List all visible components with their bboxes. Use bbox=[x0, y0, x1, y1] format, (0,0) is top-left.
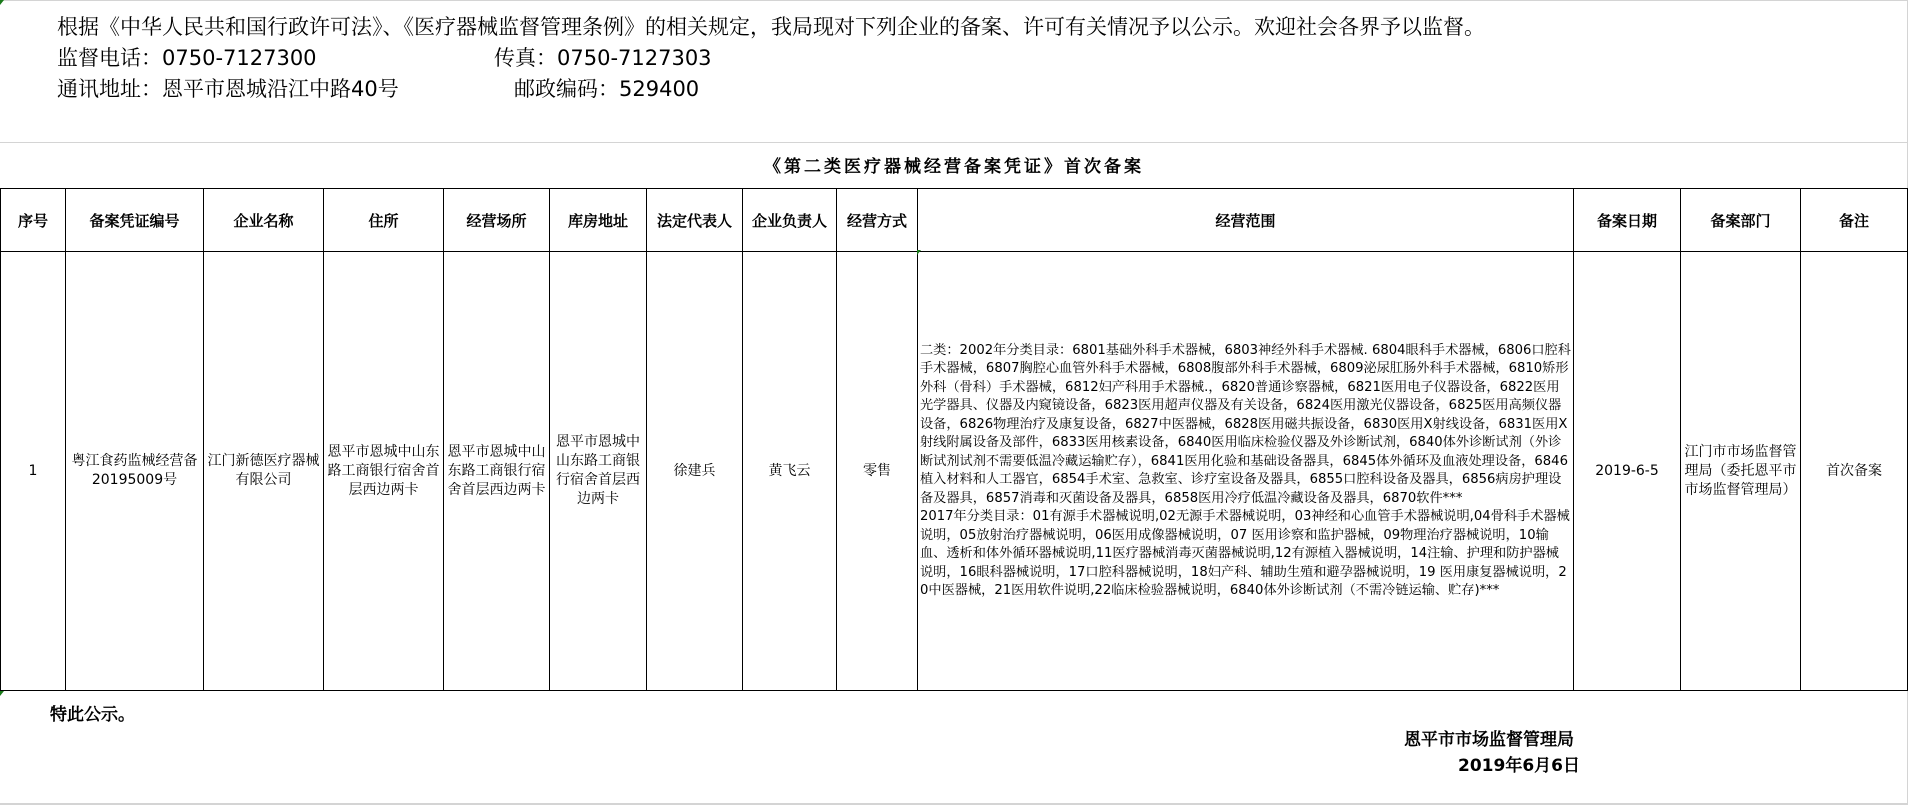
cell-remark: 首次备案 bbox=[1801, 252, 1908, 691]
cell-company: 江门新德医疗器械有限公司 bbox=[204, 252, 324, 691]
mailing-address: 通讯地址：恩平市恩城沿江中路40号 bbox=[57, 77, 399, 101]
header-residence: 住所 bbox=[324, 189, 444, 252]
cell-scope bbox=[918, 252, 1574, 691]
header-company: 企业名称 bbox=[204, 189, 324, 252]
notice-statement: 根据《中华人民共和国行政许可法》、《医疗器械监督管理条例》的相关规定，我局现对下列企业的备案、许可有关情况予以公示。欢迎社会各界予以监督。 bbox=[57, 15, 1485, 39]
header-scope: 经营范围 bbox=[918, 189, 1574, 252]
header-legal-rep: 法定代表人 bbox=[647, 189, 743, 252]
scope-2017-catalog: 2017年分类目录：01有源手术器械说明,02无源手术器械说明，03神经和心血管手术器械说明,04骨科手术器械说明，05放射治疗器械说明，06医用成像器械说明，07 医用诊察和监护器械，09物理治疗器械说明，10输血、透析和体外循环器械说明,11医疗器械消毒灭菌器械说明,12有源植入器械说明，14注输、护理和防护器械说明，16眼科器械说明，17口腔科器械说明，18妇产科、辅助生殖和避孕器械说明，19 医用康复器械说明，20中医器械，21医用软件说明,22临床检验器械说明，6840体外诊断试剂（不需冷链运输、贮存)*** bbox=[920, 509, 1570, 598]
cell-department: 江门市市场监督管理局（委托恩平市市场监督管理局） bbox=[1681, 252, 1801, 691]
cell-comment-marker bbox=[0, 0, 4, 5]
cell-manager: 黄飞云 bbox=[743, 252, 837, 691]
cell-mode: 零售 bbox=[837, 252, 918, 691]
cell-warehouse: 恩平市恩城中山东路工商银行宿舍首层西边两卡 bbox=[550, 252, 647, 691]
notice-header bbox=[57, 12, 1485, 105]
frame-top-border bbox=[0, 0, 1908, 1]
cell-comment-marker bbox=[917, 250, 921, 255]
header-remark: 备注 bbox=[1801, 189, 1908, 252]
cell-business-site: 恩平市恩城中山东路工商银行宿舍首层西边两卡 bbox=[444, 252, 550, 691]
section-divider bbox=[0, 142, 1908, 143]
contact-line bbox=[57, 43, 1485, 74]
header-warehouse: 库房地址 bbox=[550, 189, 647, 252]
header-mode: 经营方式 bbox=[837, 189, 918, 252]
issue-date: 2019年6月6日 bbox=[1458, 756, 1580, 776]
fax-number: 传真：0750-7127303 bbox=[494, 46, 712, 70]
issuing-authority: 恩平市市场监督管理局 bbox=[1404, 730, 1574, 750]
address-line bbox=[57, 74, 1485, 105]
header-date: 备案日期 bbox=[1574, 189, 1681, 252]
table-header-row bbox=[1, 189, 1908, 252]
cell-cert-no: 粤江食药监械经营备20195009号 bbox=[66, 252, 204, 691]
header-seq: 序号 bbox=[1, 189, 66, 252]
cell-date: 2019-6-5 bbox=[1574, 252, 1681, 691]
cell-legal-rep: 徐建兵 bbox=[647, 252, 743, 691]
registration-table bbox=[0, 188, 1908, 691]
scope-2002-catalog: 二类：2002年分类目录：6801基础外科手术器械，6803神经外科手术器械. 6804眼科手术器械，6806口腔科手术器械，6807胸腔心血管外科手术器械，6808腹部外科手术器械，6809泌尿肛肠外科手术器械，6810矫形外科（骨科）手术器械，6812妇产科用手术器械.，6820普通诊察器械，6821医用电子仪器设备，6822医用光学器具、仪器及内窥镜设备，6823医用超声仪器及有关设备，6824医用激光仪器设备，6825医用高频仪器设备，6826物理治疗及康复设备，6827中医器械，6828医用磁共振设备，6830医用X射线设备，6831医用X射线附属设备及部件，6833医用核素设备，6840医用临床检验仪器及外诊断试剂，6840体外诊断试剂（外诊断试剂试剂不需要低温冷藏运输贮存），6841医用化验和基础设备器具，6845体外循环及血液处理设备，6846 植入材料和人工器官，6854手术室、急救室、诊疗室设备及器具，6855口腔科设备及器具，6856病房护理设备及器具，6857消毒和灭菌设备及器具，6858医用冷疗低温冷藏设备及器具，6870软件*** bbox=[920, 342, 1571, 506]
announcement-closing: 特此公示。 bbox=[50, 705, 135, 725]
table-title: 《第二类医疗器械经营备案凭证》首次备案 bbox=[764, 157, 1144, 177]
header-department: 备案部门 bbox=[1681, 189, 1801, 252]
supervision-phone: 监督电话：0750-7127300 bbox=[57, 46, 317, 70]
cell-comment-marker bbox=[0, 691, 4, 696]
cell-seq: 1 bbox=[1, 252, 66, 691]
header-manager: 企业负责人 bbox=[743, 189, 837, 252]
cell-residence: 恩平市恩城中山东路工商银行宿舍首层西边两卡 bbox=[324, 252, 444, 691]
header-business-site: 经营场所 bbox=[444, 189, 550, 252]
header-cert-no: 备案凭证编号 bbox=[66, 189, 204, 252]
table-row bbox=[1, 252, 1908, 691]
postal-code: 邮政编码：529400 bbox=[514, 77, 700, 101]
